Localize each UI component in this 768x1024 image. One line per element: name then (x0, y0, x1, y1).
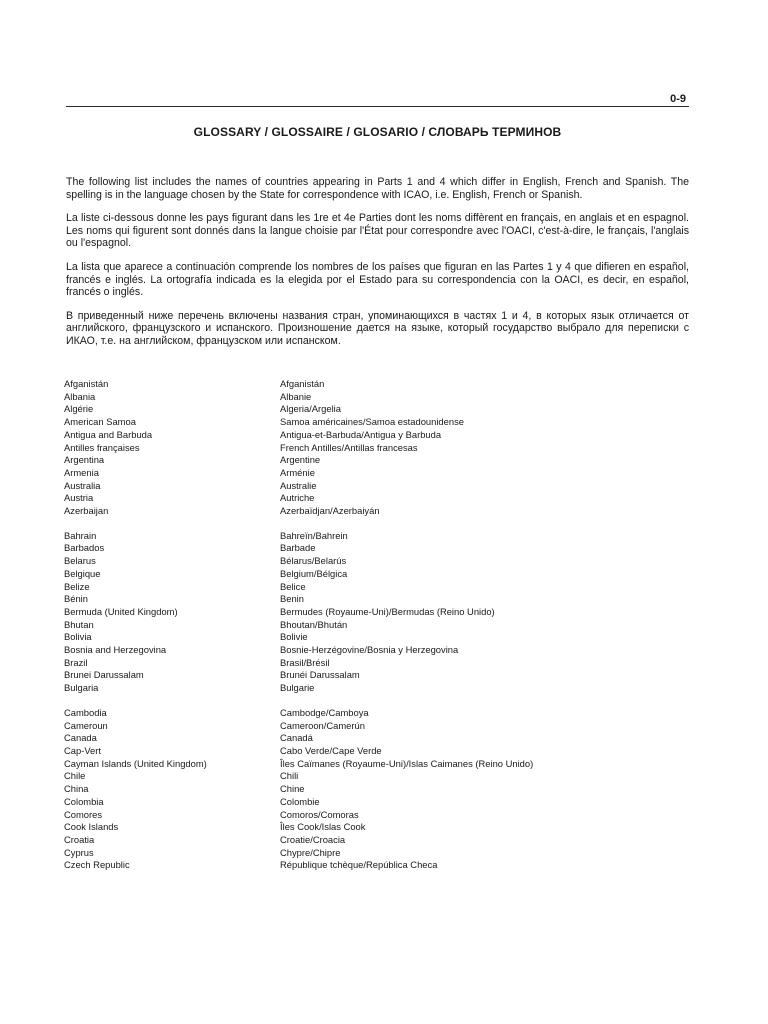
country-name-right: Azerbaïdjan/Azerbaiyán (280, 505, 380, 517)
country-name-left: Azerbaijan (64, 505, 109, 517)
country-name-left: Colombia (64, 795, 104, 807)
country-name-left: Bermuda (United Kingdom) (64, 605, 178, 617)
intro-russian: В приведенный ниже перечень включены названия стран, упоминающихся в частях 1 и 4, в которых язык отличается от английского, французского и испанского. Произношение дается на языке, который государство выбрало для переписки с ИКАО, т.е. на английском, французском или испанском. (66, 309, 689, 347)
country-name-left: Belarus (64, 555, 96, 567)
glossary-row (64, 378, 704, 391)
country-name-left: Bulgaria (64, 682, 99, 694)
country-name-left: Bhutan (64, 618, 94, 630)
country-name-right: Bulgarie (280, 682, 315, 694)
country-name-right: Bhoutan/Bhután (280, 618, 348, 630)
country-name-right: Chine (280, 783, 305, 795)
country-name-left: Barbados (64, 542, 105, 554)
country-name-right: Albanie (280, 390, 312, 402)
glossary-row (64, 783, 704, 796)
country-name-left: Canada (64, 732, 97, 744)
glossary-row (64, 403, 704, 416)
glossary-row (64, 442, 704, 455)
glossary-row (64, 416, 704, 429)
country-name-right: Algeria/Argelia (280, 403, 341, 415)
country-name-right: Brasil/Brésil (280, 656, 330, 668)
country-name-left: Bahrain (64, 529, 97, 541)
glossary-row (64, 581, 704, 594)
country-name-right: République tchèque/República Checa (280, 859, 438, 871)
country-name-right: Brunéi Darussalam (280, 669, 360, 681)
country-name-left: Cook Islands (64, 821, 119, 833)
country-name-left: Cyprus (64, 846, 94, 858)
country-name-right: Croatie/Croacia (280, 833, 346, 845)
country-name-right: Cambodge/Camboya (280, 706, 369, 718)
country-name-right: Arménie (280, 466, 315, 478)
glossary-row (64, 745, 704, 758)
country-name-left: Belize (64, 580, 90, 592)
country-name-left: Chile (64, 770, 86, 782)
intro-spanish: La lista que aparece a continuación comprende los nombres de los países que figuran en las Partes 1 y 4 que difieren en español, francés e inglés. La ortografía indicada es la elegida por el Estado para su correspondencia con la OACI, es decir, en español, francés o inglés. (66, 260, 689, 299)
country-name-left: Cambodia (64, 706, 107, 718)
intro-section (66, 176, 689, 359)
glossary-group (64, 378, 704, 518)
header-rule (66, 106, 689, 107)
glossary-row (64, 859, 704, 872)
country-name-left: Antigua and Barbuda (64, 428, 153, 440)
country-name-left: Bolivia (64, 631, 92, 643)
country-name-left: Cameroun (64, 719, 108, 731)
glossary-row (64, 682, 704, 695)
country-name-left: China (64, 783, 89, 795)
country-name-right: Bolivie (280, 631, 308, 643)
country-name-left: Austria (64, 492, 94, 504)
country-name-right: Belice (280, 580, 306, 592)
country-name-right: Belgium/Bélgica (280, 567, 348, 579)
country-name-right: Chili (280, 770, 299, 782)
glossary-row (64, 669, 704, 682)
intro-french: La liste ci-dessous donne les pays figurant dans les 1re et 4e Parties dont les noms diffèrent en français, en anglais et en espagnol. Les noms qui figurent sont donnés dans la langue choisie par l'État pour correspondre avec l'OACI, c'est-à-dire, le français, l'anglais ou l'espagnol. (66, 212, 689, 250)
glossary-row (64, 732, 704, 745)
country-name-right: Barbade (280, 542, 316, 554)
glossary-row (64, 657, 704, 670)
country-name-right: Bahreïn/Bahrein (280, 529, 348, 541)
country-name-left: Australia (64, 479, 101, 491)
country-name-right: Antigua-et-Barbuda/Antigua y Barbuda (280, 428, 442, 440)
country-name-left: Cap-Vert (64, 744, 101, 756)
intro-english: The following list includes the names of countries appearing in Parts 1 and 4 which differ in English, French and Spanish. The spelling is in the language chosen by the State for correspondence with ICAO, i.e. English, French or Spanish. (66, 176, 689, 201)
glossary-row (64, 391, 704, 404)
glossary-row (64, 847, 704, 860)
country-name-right: Colombie (280, 795, 320, 807)
glossary-row (64, 821, 704, 834)
country-name-left: American Samoa (64, 416, 136, 428)
country-name-right: Cabo Verde/Cape Verde (280, 744, 382, 756)
country-name-right: Chypre/Chipre (280, 846, 341, 858)
glossary-row (64, 619, 704, 632)
country-name-right: Afganistán (280, 378, 325, 389)
country-name-right: Cameroon/Camerún (280, 719, 365, 731)
country-name-right: Comoros/Comoras (280, 808, 359, 820)
glossary-row (64, 606, 704, 619)
glossary-row (64, 505, 704, 518)
country-name-right: Australie (280, 479, 317, 491)
country-name-left: Bosnia and Herzegovina (64, 644, 167, 656)
country-name-right: Îles Cook/Islas Cook (280, 821, 366, 833)
glossary-row (64, 555, 704, 568)
country-name-right: Bosnie-Herzégovine/Bosnia y Herzegovina (280, 644, 459, 656)
glossary-row (64, 707, 704, 720)
page-number: 0-9 (670, 93, 686, 105)
country-name-right: Bermudes (Royaume-Uni)/Bermudas (Reino Unido) (280, 605, 495, 617)
country-name-left: Comores (64, 808, 103, 820)
glossary-group (64, 707, 704, 872)
glossary-row (64, 593, 704, 606)
glossary-list (64, 378, 704, 884)
glossary-row (64, 834, 704, 847)
country-name-left: Algérie (64, 403, 94, 415)
glossary-row (64, 480, 704, 493)
country-name-left: Belgique (64, 567, 101, 579)
country-name-right: Benin (280, 593, 304, 605)
country-name-left: Antilles françaises (64, 441, 140, 453)
country-name-left: Brunei Darussalam (64, 669, 144, 681)
glossary-group (64, 530, 704, 695)
page-title: GLOSSARY / GLOSSAIRE / GLOSARIO / СЛОВАРЬ ТЕРМИНОВ (193, 125, 562, 139)
glossary-row (64, 644, 704, 657)
glossary-row (64, 454, 704, 467)
country-name-right: Îles Caïmanes (Royaume-Uni)/Islas Caimanes (Reino Unido) (280, 757, 534, 769)
glossary-row (64, 758, 704, 771)
glossary-row (64, 492, 704, 505)
country-name-left: Armenia (64, 466, 99, 478)
country-name-right: Canadá (280, 732, 313, 744)
glossary-row (64, 568, 704, 581)
glossary-row (64, 530, 704, 543)
country-name-left: Cayman Islands (United Kingdom) (64, 757, 207, 769)
glossary-row (64, 429, 704, 442)
country-name-left: Albania (64, 390, 96, 402)
country-name-left: Bénin (64, 593, 88, 605)
country-name-left: Brazil (64, 656, 88, 668)
country-name-left: Czech Republic (64, 859, 130, 871)
glossary-row (64, 631, 704, 644)
country-name-right: Samoa américaines/Samoa estadounidense (280, 416, 464, 428)
country-name-right: Autriche (280, 492, 315, 504)
country-name-left: Croatia (64, 833, 95, 845)
country-name-left: Argentina (64, 454, 105, 466)
glossary-row (64, 770, 704, 783)
glossary-row (64, 809, 704, 822)
country-name-left: Afganistán (64, 378, 109, 389)
country-name-right: Argentine (280, 454, 321, 466)
glossary-row (64, 467, 704, 480)
country-name-right: Bélarus/Belarús (280, 555, 347, 567)
glossary-row (64, 720, 704, 733)
glossary-row (64, 796, 704, 809)
country-name-right: French Antilles/Antillas francesas (280, 441, 418, 453)
glossary-row (64, 542, 704, 555)
